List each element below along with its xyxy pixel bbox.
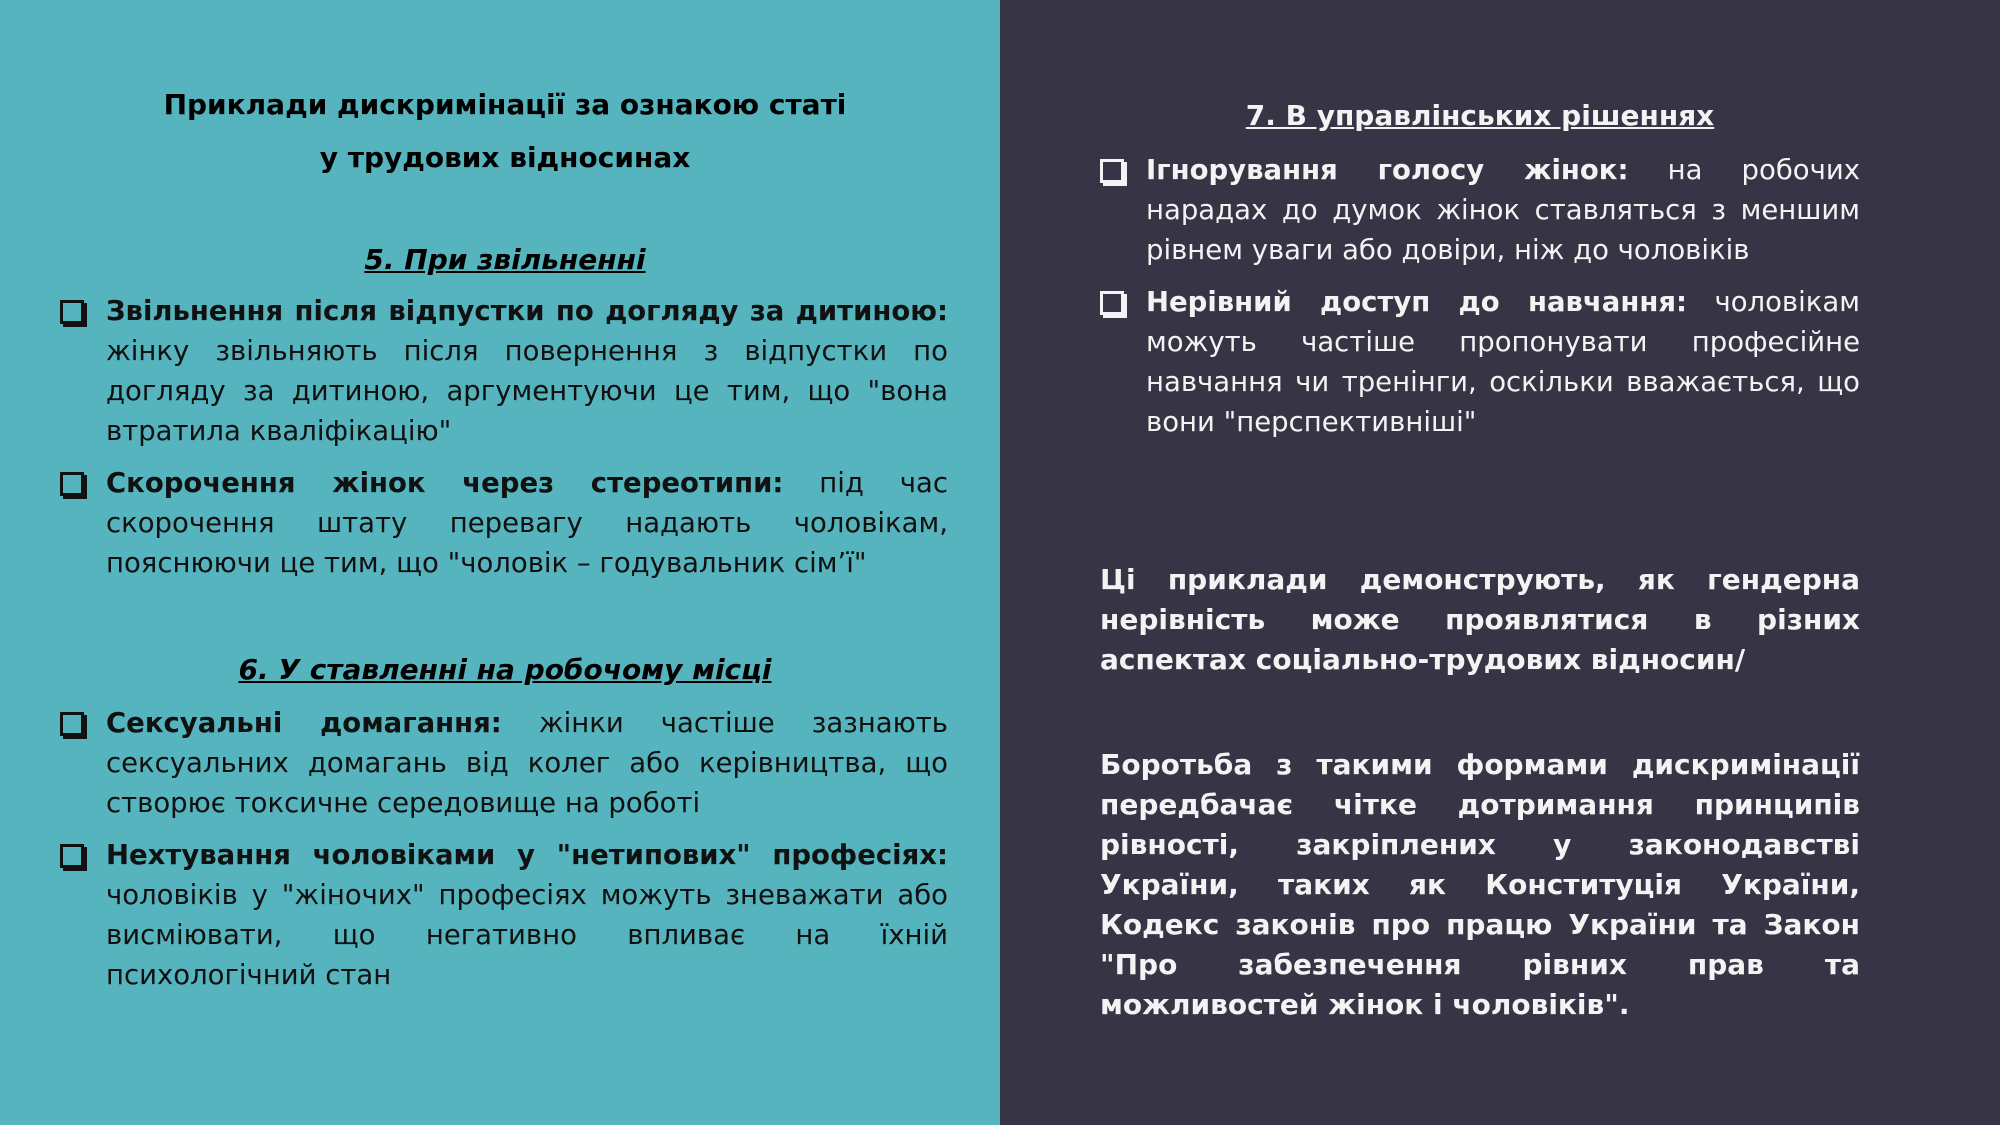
section-6-list — [60, 703, 948, 1007]
bullet-term: Звільнення після відпустки по догляду за дитиною: — [106, 295, 948, 327]
bullet-term: Нерівний доступ до навчання: — [1146, 286, 1687, 318]
bullet-item — [1100, 150, 1860, 270]
checkbox-bullet-icon — [1100, 291, 1124, 315]
bullet-item — [60, 463, 948, 583]
section-7-heading: 7. В управлінських рішеннях — [1245, 99, 1715, 132]
summary-paragraph-2: Боротьба з такими формами дискримінації передбачає чітке дотримання принципів рівності, закріплених у законодавстві України, таких як Конституція України, Кодекс законів про працю України та Закон "Про забезпечення рівних прав та можливостей жінок і чоловіків". — [1100, 748, 1860, 1021]
bullet-term: Нехтування чоловіками у "нетипових" професіях: — [106, 839, 948, 871]
bullet-term: Ігнорування голосу жінок: — [1146, 154, 1629, 186]
bullet-item — [60, 291, 948, 451]
section-7-list — [1100, 150, 1860, 454]
bullet-text: жінку звільняють після повернення з відпустки по догляду за дитиною, аргументуючи це тим, що "вона втратила кваліфікацію" — [106, 335, 948, 447]
checkbox-bullet-icon — [60, 712, 84, 736]
bullet-term: Сексуальні домагання: — [106, 707, 502, 739]
bullet-term: Скорочення жінок через стереотипи: — [106, 467, 784, 499]
section-6-heading: 6. У ставленні на робочому місці — [238, 653, 772, 686]
checkbox-bullet-icon — [60, 844, 84, 868]
bullet-text: жінки частіше зазнають сексуальних домагань від колег або керівництва, що створює токсичне середовище на роботі — [106, 707, 948, 819]
checkbox-bullet-icon — [1100, 159, 1124, 183]
bullet-item — [60, 703, 948, 823]
bullet-text: чоловіків у "жіночих" професіях можуть зневажати або висміювати, що негативно впливає на їхній психологічний стан — [106, 879, 948, 991]
bullet-text: під час скорочення штату перевагу надають чоловікам, пояснюючи це тим, що "чоловік – годувальник сім’ї" — [106, 467, 948, 579]
checkbox-bullet-icon — [60, 300, 84, 324]
slide-title-line2: у трудових відносинах — [319, 141, 691, 174]
section-5-list — [60, 291, 948, 595]
slide-title-line1: Приклади дискримінації за ознакою статі — [163, 88, 847, 121]
bullet-item — [60, 835, 948, 995]
bullet-item — [1100, 282, 1860, 442]
summary-paragraph-1: Ці приклади демонструють, як гендерна нерівність може проявлятися в різних аспектах соціально-трудових відносин/ — [1100, 563, 1860, 676]
checkbox-bullet-icon — [60, 472, 84, 496]
slide-title — [60, 78, 950, 184]
bullet-text: на робочих нарадах до думок жінок ставляться з меншим рівнем уваги або довіри, ніж до чоловіків — [1146, 154, 1860, 266]
bullet-text: чоловікам можуть частіше пропонувати професійне навчання чи тренінги, оскільки вважається, що вони "перспективніші" — [1146, 286, 1860, 438]
section-5-heading: 5. При звільненні — [364, 243, 646, 276]
